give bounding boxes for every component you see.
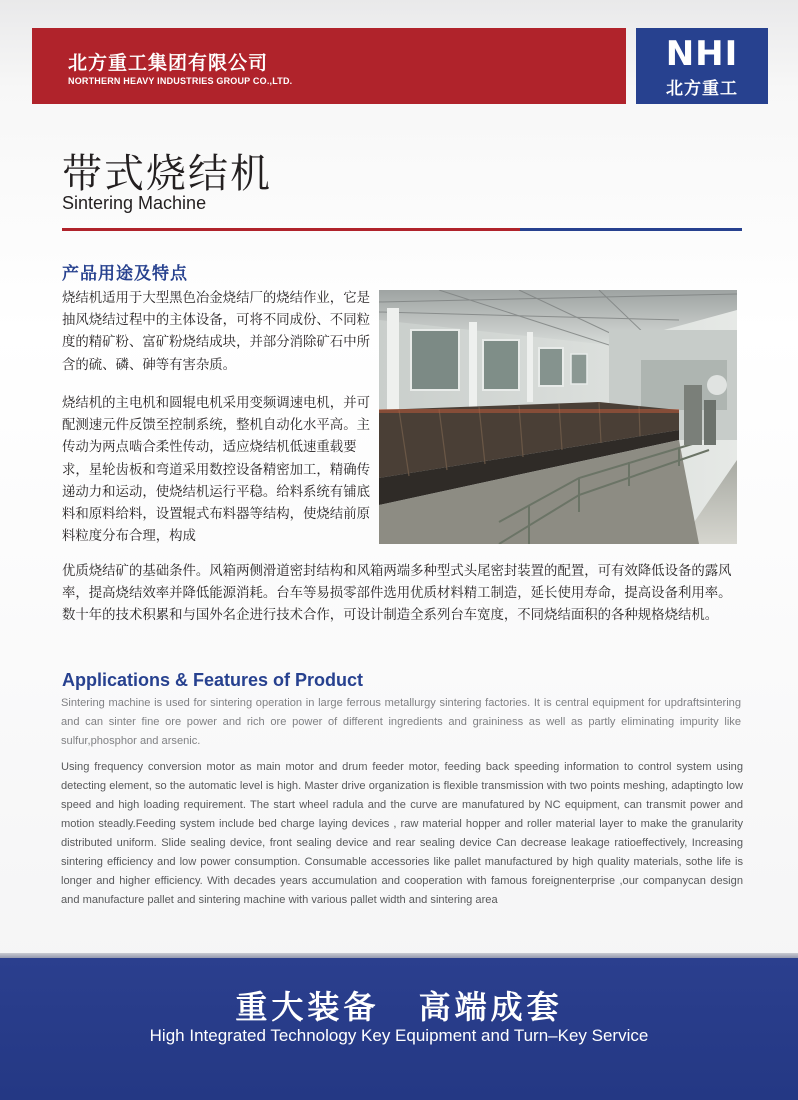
paragraph-cn-1: 烧结机适用于大型黑色冶金烧结厂的烧结作业，它是抽风烧结过程中的主体设备，可将不同成份、不同粒度的精矿粉、富矿粉烧结成块，并部分消除矿石中所含的硫、磷、砷等有害杂质。 [62, 291, 370, 373]
company-name-en: NORTHERN HEAVY INDUSTRIES GROUP CO.,LTD. [68, 76, 293, 86]
footer-slogan-cn [0, 982, 798, 1028]
slogan-cn-part-1: 重大装备 [235, 988, 380, 1026]
sintering-machine-photo [379, 290, 737, 544]
logo-text-cn: 北方重工 [666, 79, 738, 99]
page-title-cn: 带式烧结机 [62, 151, 272, 197]
paragraph-en-2: Using frequency conversion motor as main motor and drum feeder motor, feeding back speeding information to control system using detecting element, so the automatic level is high. Master drive organization is flexible transmission with two points meshing, adaptingto low speed and high loading requirement. The start wheel radula and the curve are manufatured by NC equipment, can transmit power and motion steadly.Feeding system include bed charge laying devices , raw material hopper and roller material layer to make the granularity distributed uniform. Slide sealing device, front sealing device and rear sealing device Can decrease leakage ratioeffectively, Increasing sintering efficiency and low power consumption. Consumable accessories like pallet manufactured by high quality materials, sothe life is longer and higher efficiency. With decades years accumulation and cooperation with famous foreignenterprise ,our companycan design and manufacture pallet and sintering machine with various pallet width and sintering area [61, 761, 743, 906]
slogan-cn-part-2: 高端成套 [418, 988, 563, 1026]
page-title-en: Sintering Machine [62, 193, 207, 213]
paragraph-cn-2: 烧结机的主电机和圆辊电机采用变频调速电机，并可配测速元件反馈至控制系统，整机自动化水平高。主传动为两点啮合柔性传动，适应烧结机低速重载要求，星轮齿板和弯道采用数控设备精密加工，精确传递动力和运动，使烧结机运行平稳。给料系统有铺底料和原料给料，设置辊式布料器等结构，使烧结前原料粒度分布合理，构成 [62, 396, 370, 545]
title-divider-blue [520, 228, 742, 231]
title-divider-red [62, 228, 520, 231]
company-header-bar [32, 28, 626, 104]
paragraph-cn-3: 优质烧结矿的基础条件。风箱两侧滑道密封结构和风箱两端多种型式头尾密封装置的配置，可有效降低设备的露风率，提高烧结效率并降低能源消耗。台车等易损零部件选用优质材料精工制造，延长使用寿命，提高设备利用率。数十年的技术积累和与国外名企进行技术合作，可设计制造全系列台车宽度，不同烧结面积的各种规格烧结机。 [62, 564, 732, 624]
paragraph-en-1: Sintering machine is used for sintering operation in large ferrous metallurgy sintering factories. It is central equipment for updraftsintering and can sinter fine ore power and rich ore power of different ingredients and graininess as well as partly eliminating impurity like sulfur,phosphor and arsenic. [61, 697, 741, 747]
nhi-logo [636, 28, 768, 104]
company-name-cn: 北方重工集团有限公司 [68, 52, 269, 74]
logo-text-en: NHI [665, 34, 739, 74]
footer-slogan-en: High Integrated Technology Key Equipment and Turn–Key Service [149, 1026, 649, 1045]
section-heading-en: Applications & Features of Product [62, 670, 364, 690]
section-heading-cn: 产品用途及特点 [62, 264, 188, 284]
